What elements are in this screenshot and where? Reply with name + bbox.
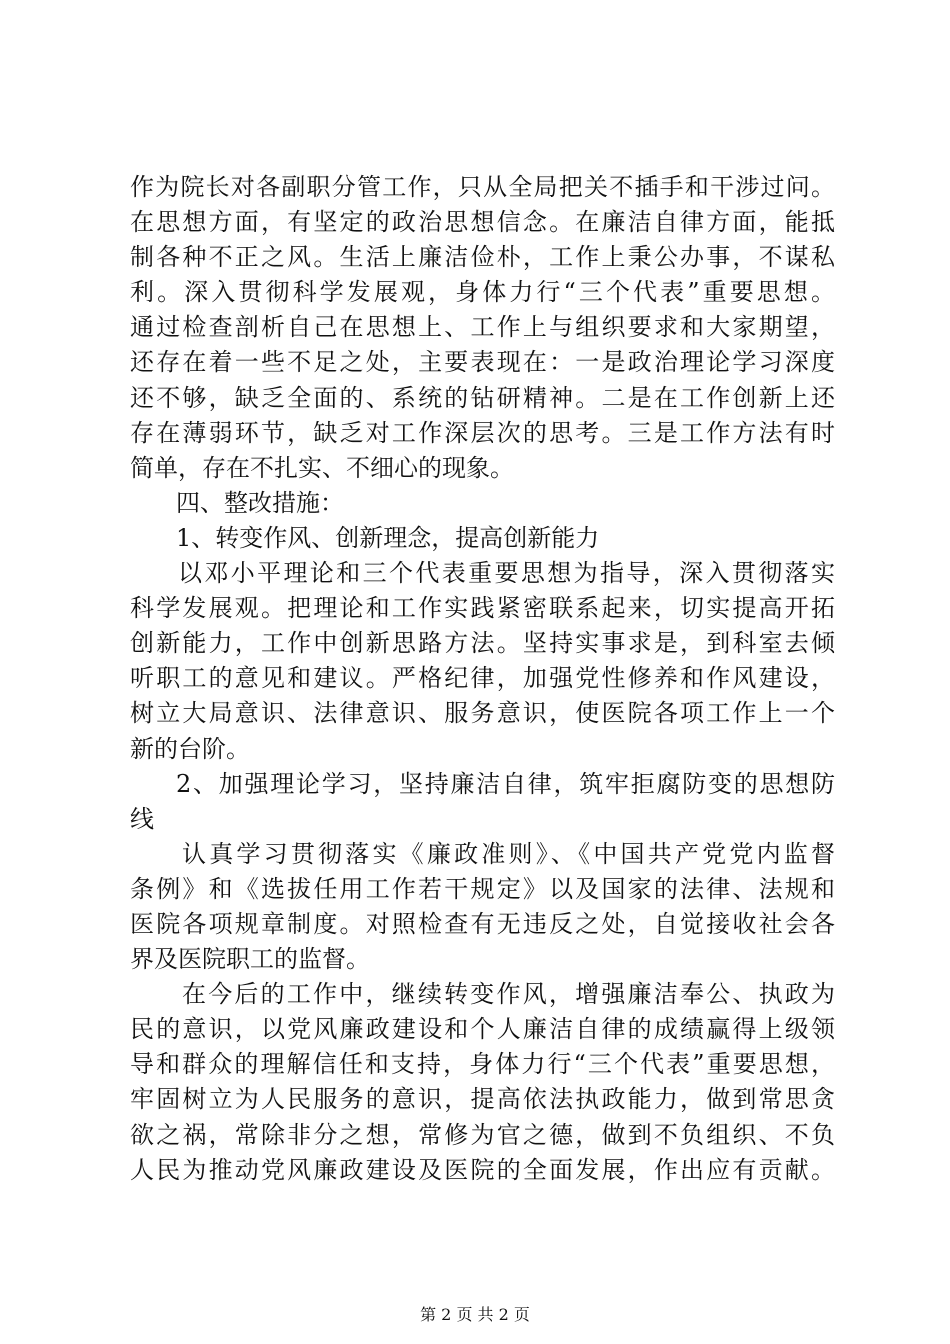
paragraph-line: 树立大局意识、法律意识、服务意识，使医院各项工作上一个 — [130, 699, 835, 728]
paragraph-line: 在今后的工作中，继续转变作风，增强廉洁奉公、执政为 — [182, 980, 835, 1009]
paragraph-line: 科学发展观。把理论和工作实践紧密联系起来，切实提高开拓 — [130, 594, 835, 623]
paragraph-line: 条例》和《选拔任用工作若干规定》以及国家的法律、法规和 — [130, 874, 835, 903]
paragraph-line: 还存在着一些不足之处，主要表现在：一是政治理论学习深度 — [130, 348, 835, 377]
subsection-heading: 2、加强理论学习，坚持廉洁自律，筑牢拒腐防变的思想防 — [176, 769, 835, 798]
paragraph-line: 牢固树立为人民服务的意识，提高依法执政能力，做到常思贪 — [130, 1085, 835, 1114]
paragraph-line: 认真学习贯彻落实《廉政准则》、《中国共产党党内监督 — [182, 839, 835, 868]
paragraph-line: 存在薄弱环节，缺乏对工作深层次的思考。三是工作方法有时 — [130, 418, 835, 447]
paragraph-line: 作为院长对各副职分管工作，只从全局把关不插手和干涉过问。 — [130, 173, 835, 201]
paragraph-line: 还不够，缺乏全面的、系统的钻研精神。二是在工作创新上还 — [130, 383, 835, 412]
paragraph-line: 制各种不正之风。生活上廉洁俭朴，工作上秉公办事，不谋私 — [130, 243, 835, 272]
paragraph-line: 简单，存在不扎实、不细心的现象。 — [130, 453, 514, 482]
paragraph-line: 民的意识，以党风廉政建设和个人廉洁自律的成绩赢得上级领 — [130, 1015, 835, 1044]
section-heading: 四、整改措施： — [176, 488, 344, 517]
paragraph-line: 新的台阶。 — [130, 734, 250, 763]
paragraph-line: 通过检查剖析自己在思想上、工作上与组织要求和大家期望， — [130, 313, 835, 342]
paragraph-line: 人民为推动党风廉政建设及医院的全面发展，作出应有贡献。 — [130, 1155, 835, 1184]
paragraph-line: 界及医院职工的监督。 — [130, 945, 370, 974]
paragraph-line: 在思想方面，有坚定的政治思想信念。在廉洁自律方面，能抵 — [130, 208, 835, 237]
paragraph-line: 利。深入贯彻科学发展观，身体力行“三个代表”重要思想。 — [130, 278, 835, 307]
paragraph-line: 医院各项规章制度。对照检查有无违反之处，自觉接收社会各 — [130, 909, 835, 938]
page-footer — [0, 1305, 950, 1325]
paragraph-line: 欲之祸，常除非分之想，常修为官之德，做到不负组织、不负 — [130, 1120, 835, 1149]
paragraph-line: 导和群众的理解信任和支持，身体力行“三个代表”重要思想， — [130, 1050, 835, 1079]
paragraph-line: 以邓小平理论和三个代表重要思想为指导，深入贯彻落实 — [178, 559, 835, 588]
document-body — [130, 170, 835, 1188]
paragraph-line: 听职工的意见和建议。严格纪律，加强党性修养和作风建设， — [130, 664, 835, 693]
paragraph-line: 创新能力，工作中创新思路方法。坚持实事求是，到科室去倾 — [130, 629, 835, 658]
page-number: 第 2 页 共 2 页 — [420, 1305, 530, 1324]
subsection-heading-continuation: 线 — [130, 804, 154, 833]
subsection-heading: 1、转变作风、创新理念，提高创新能力 — [176, 523, 600, 552]
